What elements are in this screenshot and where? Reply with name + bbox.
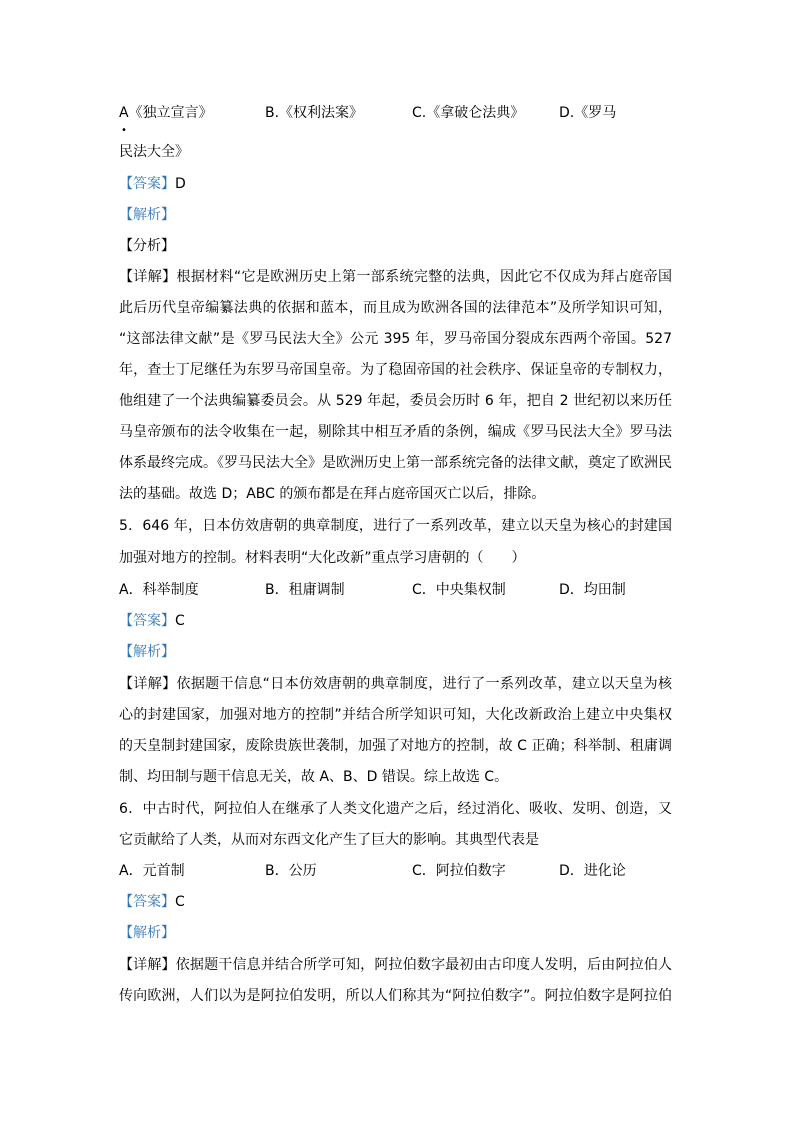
- q5-options: [119, 580, 679, 600]
- q4-options: [119, 103, 679, 136]
- q6-option-c: C．阿拉伯数字: [412, 863, 506, 879]
- q5-answer: [119, 611, 672, 631]
- q6-analysis-label: 【解析】: [119, 925, 175, 941]
- detail-label: 【详解】: [119, 676, 177, 692]
- q6-stem-line: 它贡献给了人类，从而对东西文化产生了巨大的影响。其典型代表是: [119, 832, 539, 848]
- q5-option-d: D．均田制: [559, 582, 626, 598]
- q4-answer: [119, 174, 672, 194]
- q6-option-d: D．进化论: [559, 863, 626, 879]
- q6-option-a: A．元首制: [119, 863, 185, 879]
- detail-text: 依据题干信息“日本仿效唐朝的典章制度，进行了一系列改革，建立以天皇为核: [176, 676, 672, 692]
- q6-stem-line: 6．中古时代，阿拉伯人在继承了人类文化遗产之后，经过消化、吸收、发明、创造，又: [119, 801, 672, 817]
- q4-option-d-continued: 民法大全》: [119, 144, 189, 160]
- q5-detail-line: 的天皇制封建国家，废除贵族世袭制，加强了对地方的控制，故 C 正确；科举制、租庸调: [119, 738, 672, 754]
- q4-detail-line: [119, 267, 672, 287]
- emphasis-dot: •: [121, 125, 127, 136]
- q5-detail-line: 心的封建国家，加强对地方的控制”并结合所学知识可知，大化改新政治上建立中央集权: [119, 707, 672, 723]
- q5-detail-line: 制、均田制与题干信息无关，故 A、B、D 错误。综上故选 C。: [119, 769, 509, 785]
- q5-option-b: B．租庸调制: [265, 582, 345, 598]
- q6-detail-line: [119, 955, 672, 975]
- q4-detail-line: 年，查士丁尼继任为东罗马帝国皇帝。为了稳固帝国的社会秩序、保证皇帝的专制权力，: [119, 362, 672, 378]
- q4-detail-line: 马皇帝颁布的法令收集在一起，剔除其中相互矛盾的条例，编成《罗马民法大全》罗马法: [119, 424, 672, 440]
- q5-analysis-label: 【解析】: [119, 644, 175, 660]
- q6-option-b: B．公历: [265, 863, 317, 879]
- q4-option-b: B.《权利法案》: [265, 105, 364, 121]
- answer-label: 【答案】: [119, 613, 175, 629]
- q5-option-a: A．科举制度: [119, 582, 199, 598]
- q5-stem-line: 5．646 年，日本仿效唐朝的典章制度，进行了一系列改革，建立以天皇为核心的封建国: [119, 518, 672, 534]
- answer-label: 【答案】: [119, 894, 175, 910]
- answer-value: C: [175, 613, 185, 629]
- detail-text: 根据材料“它是欧洲历史上第一部系统完整的法典，因此它不仅成为拜占庭帝国: [176, 269, 672, 285]
- q5-detail-line: [119, 674, 672, 694]
- q4-detail-line: 此后历代皇帝编纂法典的依据和蓝本，而且成为欧洲各国的法律范本”及所学知识可知，: [119, 300, 672, 316]
- q5-option-c: C．中央集权制: [412, 582, 506, 598]
- detail-text: 依据题干信息并结合所学可知，阿拉伯数字最初由古印度人发明，后由阿拉伯人: [175, 957, 672, 973]
- q4-option-c: C.《拿破仑法典》: [412, 105, 525, 121]
- q6-detail-line: 传向欧洲，人们以为是阿拉伯发明，所以人们称其为“阿拉伯数字”。阿拉伯数字是阿拉伯: [119, 988, 672, 1004]
- q6-answer: [119, 892, 672, 912]
- q6-options: [119, 861, 679, 881]
- q4-detail-line: 法的基础。故选 D；ABC 的颁布都是在拜占庭帝国灭亡以后，排除。: [119, 486, 546, 502]
- q4-detail-line: 他组建了一个法典编纂委员会。从 529 年起，委员会历时 6 年，把自 2 世纪初以来历任: [119, 393, 672, 409]
- q4-option-d: D.《罗马: [559, 105, 617, 121]
- detail-label: 【详解】: [119, 957, 176, 973]
- detail-label: 【详解】: [119, 269, 177, 285]
- answer-label: 【答案】: [119, 176, 175, 192]
- q5-stem-line: 加强对地方的控制。材料表明“大化改新”重点学习唐朝的（ ）: [119, 550, 526, 566]
- answer-value: D: [175, 176, 186, 192]
- q4-analysis-label: 【解析】: [119, 207, 175, 223]
- q4-option-a: A《独立宣言》: [119, 105, 213, 121]
- answer-value: C: [175, 894, 185, 910]
- q4-detail-line: 体系最终完成。《罗马民法大全》是欧洲历史上第一部系统完备的法律文献，奠定了欧洲民: [119, 455, 672, 471]
- q4-detail-line: “这部法律文献”是《罗马民法大全》公元 395 年，罗马帝国分裂成东西两个帝国。527: [119, 331, 672, 347]
- q4-fenxi-label: 【分析】: [119, 238, 175, 254]
